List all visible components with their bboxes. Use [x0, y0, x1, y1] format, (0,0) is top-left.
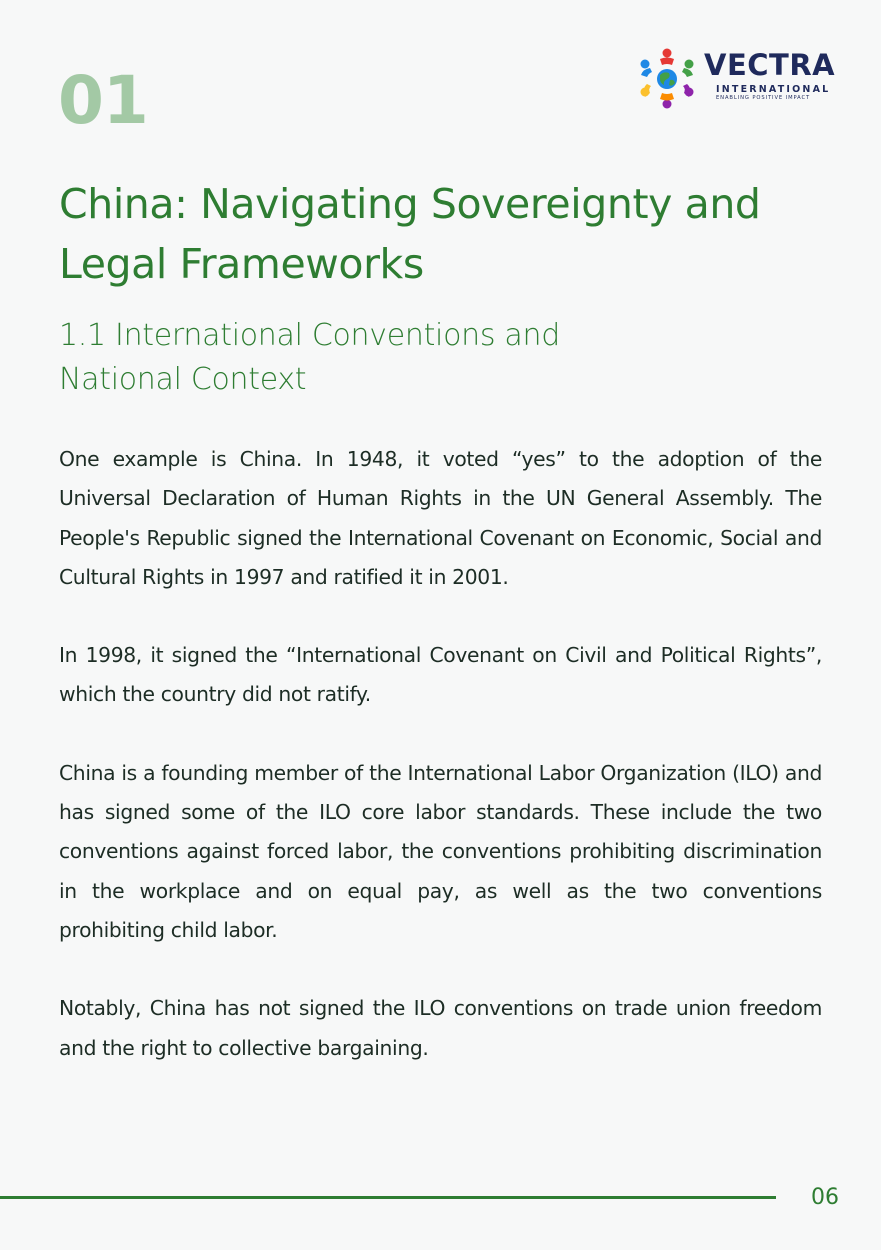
body-text: [59, 440, 822, 1107]
paragraph: In 1998, it signed the “International Covenant on Civil and Political Rights”, which the country did not ratify.: [59, 643, 822, 707]
vectra-people-circle-icon: [636, 48, 698, 110]
vectra-logo: [636, 48, 846, 110]
paragraph: Notably, China has not signed the ILO conventions on trade union freedom and the right to collective bargaining.: [59, 996, 822, 1060]
section-heading: 1.1 International Conventions and National Context: [59, 318, 560, 397]
footer-divider: [0, 1196, 776, 1199]
chapter-number: 01: [58, 62, 148, 139]
logo-wordmark: VECTRA: [704, 48, 836, 82]
page-title: China: Navigating Sovereignty and Legal Frameworks: [59, 180, 761, 288]
logo-tagline: ENABLING POSITIVE IMPACT: [716, 95, 811, 101]
paragraph: One example is China. In 1948, it voted “yes” to the adoption of the Universal Declaration of Human Rights in the UN General Assembly. The People's Republic signed the International Covenant on Economic, Social and Cultural Rights in 1997 and ratified it in 2001.: [59, 447, 822, 589]
logo-subtitle: INTERNATIONAL: [716, 84, 831, 95]
paragraph: China is a founding member of the International Labor Organization (ILO) and has signed some of the ILO core labor standards. These include the two conventions against forced labor, the conventions prohibiting discrimination in the workplace and on equal pay, as well as the two conventions prohibiting child labor.: [59, 760, 822, 942]
page-number: 06: [811, 1185, 839, 1210]
